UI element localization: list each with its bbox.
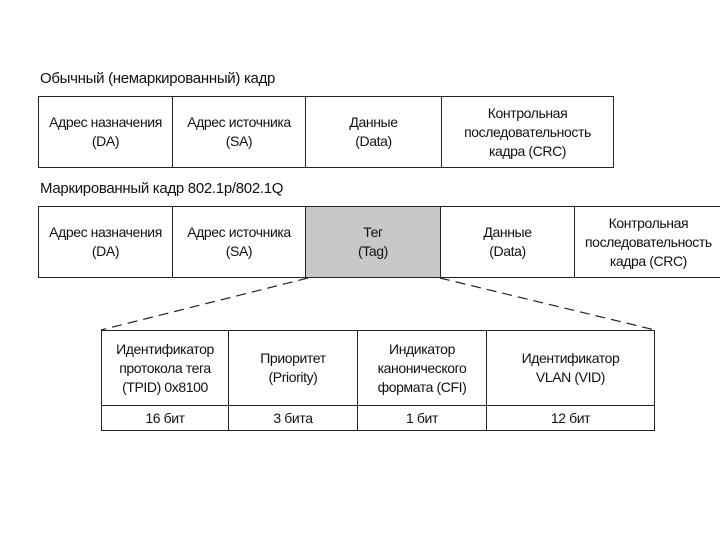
untagged-frame-title: Обычный (немаркированный) кадр xyxy=(40,70,276,87)
field-tag: Тег (Tag) xyxy=(306,207,441,277)
bits-cfi: 1 бит xyxy=(358,406,487,430)
field-data: Данные (Data) xyxy=(441,207,575,277)
left-dash-line xyxy=(101,278,308,330)
field-crc: Контрольная последовательность кадра (CRC) xyxy=(585,214,712,269)
right-dash-line xyxy=(440,278,655,330)
bits-tpid: 16 бит xyxy=(102,406,229,430)
field-tpid: Идентификатор протокола тега (TPID) 0x8100 xyxy=(102,331,229,405)
bits-priority: 3 бита xyxy=(229,406,358,430)
tagged-frame-title: Маркированный кадр 802.1p/802.1Q xyxy=(40,180,284,197)
bits-vid: 12 бит xyxy=(550,409,591,426)
tag-detail-table xyxy=(101,330,655,431)
field-crc: Контрольная последовательность кадра (CRC) xyxy=(464,104,591,159)
field-priority: Приоритет (Priority) xyxy=(229,331,358,405)
field-sa: Адрес источника (SA) xyxy=(173,97,306,167)
field-data: Данные (Data) xyxy=(306,97,442,167)
field-da: Адрес назначения (DA) xyxy=(39,207,173,277)
tag-field-sizes xyxy=(102,406,654,430)
tag-field-names xyxy=(102,331,654,406)
field-sa: Адрес источника (SA) xyxy=(173,207,306,277)
field-cfi: Индикатор канонического формата (CFI) xyxy=(358,331,487,405)
field-da: Адрес назначения (DA) xyxy=(39,97,173,167)
field-vid: Идентификатор VLAN (VID) xyxy=(521,350,620,385)
